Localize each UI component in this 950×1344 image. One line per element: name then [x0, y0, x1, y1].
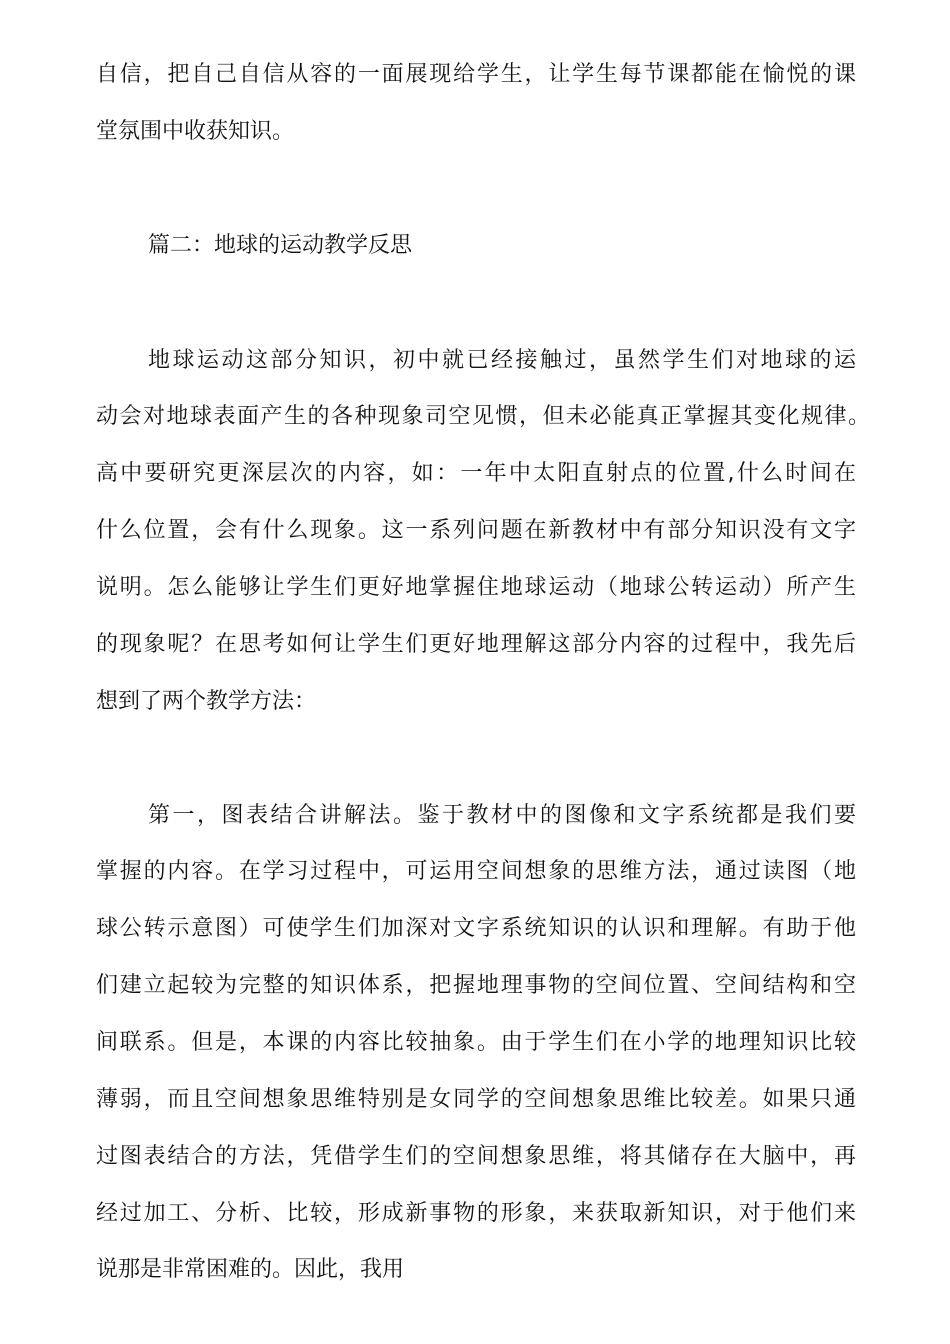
text-line: 高中要研究更深层次的内容，如：一年中太阳直射点的位置,什么时间在	[96, 461, 856, 486]
text-line: 说那是非常困难的。因此，我用	[96, 1257, 405, 1282]
text-line: 动会对地球表面产生的各种现象司空见惯，但未必能真正掌握其变化规律。	[96, 404, 870, 429]
text-line: 们建立起较为完整的知识体系，把握地理事物的空间位置、空间结构和空	[96, 973, 856, 998]
text-line: 过图表结合的方法，凭借学生们的空间想象思维，将其储存在大脑中，再	[96, 1144, 856, 1169]
section-heading: 篇二：地球的运动教学反思	[148, 233, 413, 258]
text-line: 掌握的内容。在学习过程中，可运用空间想象的思维方法，通过读图（地	[96, 859, 856, 884]
text-line: 想到了两个教学方法：	[96, 689, 317, 714]
text-line: 球公转示意图）可使学生们加深对文字系统知识的认识和理解。有助于他	[96, 916, 856, 941]
text-line: 堂氛围中收获知识。	[96, 119, 295, 144]
text-line: 地球运动这部分知识，初中就已经接触过，虽然学生们对地球的运	[148, 348, 856, 373]
text-line: 间联系。但是，本课的内容比较抽象。由于学生们在小学的地理知识比较	[96, 1030, 856, 1055]
text-line: 的现象呢？在思考如何让学生们更好地理解这部分内容的过程中，我先后	[96, 632, 856, 657]
text-line: 自信，把自己自信从容的一面展现给学生，让学生每节课都能在愉悦的课	[96, 62, 856, 87]
text-line: 说明。怎么能够让学生们更好地掌握住地球运动（地球公转运动）所产生	[96, 575, 856, 600]
text-line: 薄弱，而且空间想象思维特别是女同学的空间想象思维比较差。如果只通	[96, 1087, 856, 1112]
text-line: 第一，图表结合讲解法。鉴于教材中的图像和文字系统都是我们要	[148, 803, 856, 828]
text-line: 经过加工、分析、比较，形成新事物的形象，来获取新知识，对于他们来	[96, 1201, 856, 1226]
text-line: 什么位置，会有什么现象。这一系列问题在新教材中有部分知识没有文字	[96, 518, 856, 543]
